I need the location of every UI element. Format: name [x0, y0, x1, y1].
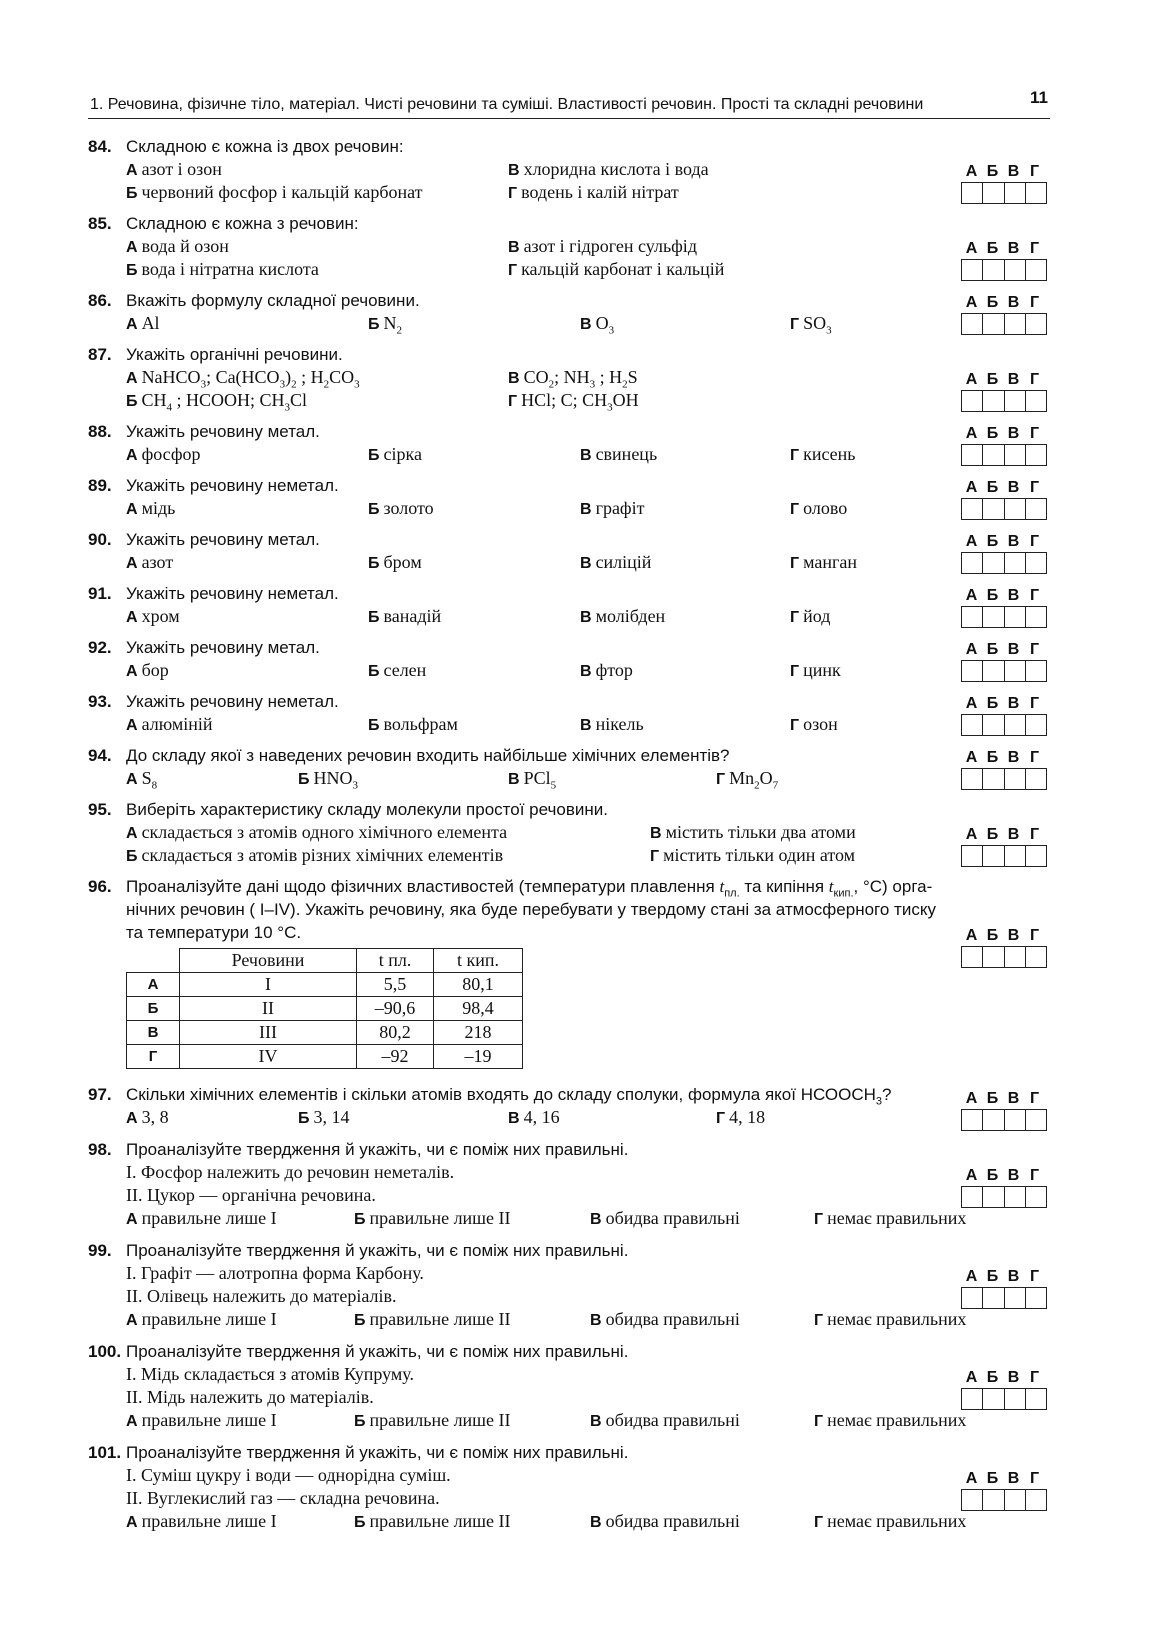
answer-grid: А Б В Г: [961, 1268, 1047, 1309]
table-cell: 5,5: [357, 973, 434, 997]
question-number: 89.: [88, 476, 112, 495]
option-b: Б правильне лише II: [354, 1410, 511, 1430]
answer-grid: А Б В Г: [961, 1369, 1047, 1410]
answer-box[interactable]: [1026, 607, 1046, 627]
answer-box[interactable]: [1005, 715, 1026, 735]
option-a: А бор: [126, 660, 169, 680]
answer-box[interactable]: [1005, 661, 1026, 681]
answer-box[interactable]: [1005, 260, 1026, 280]
answer-grid: А Б В Г: [961, 294, 1047, 335]
table-header-cell: t кип.: [434, 949, 523, 973]
answer-box[interactable]: [1005, 445, 1026, 465]
answer-box[interactable]: [962, 715, 983, 735]
option-g: Г кальцій карбонат і кальцій: [508, 259, 725, 279]
question-text: Складною є кожна із двох речовин:: [126, 137, 404, 156]
option-b: Б ванадій: [368, 606, 442, 626]
table-cell: II: [180, 997, 357, 1021]
answer-box[interactable]: [1005, 391, 1026, 411]
data-table: [126, 948, 523, 1069]
table-header-cell: t пл.: [357, 949, 434, 973]
answer-box[interactable]: [962, 553, 983, 573]
answer-box[interactable]: [1026, 769, 1046, 789]
option-a: А хром: [126, 606, 180, 626]
answer-box[interactable]: [1026, 661, 1046, 681]
answer-box[interactable]: [1005, 1288, 1026, 1308]
answer-grid: А Б В Г: [961, 749, 1047, 790]
question-text: До складу якої з наведених речовин входить найбільше хімічних елементів?: [126, 746, 730, 765]
answer-box[interactable]: [983, 183, 1004, 203]
option-v: В $O_3$: [580, 313, 615, 337]
answer-box[interactable]: [1005, 1187, 1026, 1207]
table-row: [127, 997, 523, 1021]
option-a: А правильне лише I: [126, 1309, 277, 1329]
question-number: 85.: [88, 214, 112, 233]
answer-box[interactable]: [1005, 947, 1026, 967]
answer-box[interactable]: [983, 314, 1004, 334]
question-number: 84.: [88, 137, 112, 156]
table-cell: III: [180, 1021, 357, 1045]
answer-box[interactable]: [1026, 1288, 1046, 1308]
option-b: Б $N_2$: [368, 313, 402, 337]
option-b: Б сірка: [368, 444, 422, 464]
answer-grid: А Б В Г: [961, 695, 1047, 736]
answer-box[interactable]: [962, 183, 983, 203]
answer-box[interactable]: [1026, 1490, 1046, 1510]
option-b: Б вольфрам: [368, 714, 458, 734]
option-g: Г немає правильних: [814, 1309, 967, 1329]
option-g: Г немає правильних: [814, 1410, 967, 1430]
question-text: Проаналізуйте твердження й укажіть, чи є поміж них правильні.: [126, 1443, 629, 1462]
answer-box[interactable]: [962, 260, 983, 280]
answer-box[interactable]: [1005, 1110, 1026, 1130]
question-number: 101.: [88, 1443, 122, 1462]
question-text: Скільки хімічних елементів і скільки атомів входять до складу сполуки, формула якої $НСООСН_3$?: [126, 1085, 892, 1108]
answer-box[interactable]: [962, 1490, 983, 1510]
option-b: Б селен: [368, 660, 427, 680]
question-number: 86.: [88, 291, 112, 310]
statement-1: I. Графіт — алотропна форма Карбону.: [126, 1263, 424, 1283]
option-b: Б правильне лише II: [354, 1511, 511, 1531]
answer-grid: А Б В Г: [961, 1470, 1047, 1511]
answer-box[interactable]: [1005, 1490, 1026, 1510]
question-number: 87.: [88, 345, 112, 364]
option-g: Г немає правильних: [814, 1511, 967, 1531]
answer-box[interactable]: [983, 769, 1004, 789]
question-number: 94.: [88, 746, 112, 765]
answer-box[interactable]: [1026, 1389, 1046, 1409]
question-number: 91.: [88, 584, 112, 603]
option-a: А вода й озон: [126, 236, 229, 256]
option-g: Г водень і калій нітрат: [508, 182, 679, 202]
option-v: В PCl$_5$: [508, 768, 557, 792]
table-cell: 80,2: [357, 1021, 434, 1045]
answer-box[interactable]: [1005, 183, 1026, 203]
option-b: Б складається з атомів різних хімічних елементів: [126, 845, 504, 865]
answer-box[interactable]: [962, 445, 983, 465]
question-text: Проаналізуйте твердження й укажіть, чи є поміж них правильні.: [126, 1140, 629, 1159]
statement-1: I. Суміш цукру і води — однорідна суміш.: [126, 1465, 451, 1485]
answer-box[interactable]: [962, 1288, 983, 1308]
option-b: Б $HNO_3$: [298, 768, 358, 792]
option-g: Г йод: [790, 606, 831, 626]
option-v: В молібден: [580, 606, 666, 626]
question-number: 95.: [88, 800, 112, 819]
question-text: Укажіть речовину неметал.: [126, 584, 339, 603]
question-number: 99.: [88, 1241, 112, 1260]
question-text: Укажіть речовину неметал.: [126, 692, 339, 711]
answer-box[interactable]: [1005, 553, 1026, 573]
option-a: А правильне лише I: [126, 1511, 277, 1531]
option-a: А фосфор: [126, 444, 201, 464]
option-b: Б вода і нітратна кислота: [126, 259, 319, 279]
option-a: А азот і озон: [126, 159, 222, 179]
answer-grid: А Б В Г: [961, 240, 1047, 281]
option-g: Г $SO_3$: [790, 313, 832, 337]
option-g: Г 4, 18: [716, 1107, 766, 1127]
question-text: Виберіть характеристику складу молекули простої речовини.: [126, 800, 608, 819]
answer-box[interactable]: [1005, 769, 1026, 789]
question-number: 88.: [88, 422, 112, 441]
option-g: Г немає правильних: [814, 1208, 967, 1228]
answer-grid: А Б В Г: [961, 533, 1047, 574]
question-number: 90.: [88, 530, 112, 549]
option-v: В $CO_2$; $NH_3$ ; $H_2S$: [508, 367, 638, 391]
answer-box[interactable]: [983, 947, 1004, 967]
answer-box[interactable]: [983, 445, 1004, 465]
answer-box[interactable]: [962, 1110, 983, 1130]
answer-box[interactable]: [1005, 846, 1026, 866]
answer-box[interactable]: [1005, 499, 1026, 519]
statement-1: I. Фосфор належить до речовин неметалів.: [126, 1162, 455, 1182]
answer-grid: А Б В Г: [961, 641, 1047, 682]
option-v: В хлоридна кислота і вода: [508, 159, 709, 179]
table-cell: 80,1: [434, 973, 523, 997]
answer-box[interactable]: [983, 260, 1004, 280]
answer-box[interactable]: [983, 391, 1004, 411]
option-v: В 4, 16: [508, 1107, 560, 1127]
option-b: Б бром: [368, 552, 422, 572]
option-a: А мідь: [126, 498, 176, 518]
page-number: 11: [1030, 88, 1048, 107]
option-a: А Al: [126, 313, 160, 333]
answer-box[interactable]: [983, 1389, 1004, 1409]
answer-box[interactable]: [1026, 715, 1046, 735]
option-g: Г $Mn_2O_7$: [716, 768, 779, 792]
option-a: А алюміній: [126, 714, 213, 734]
question-text-line2: нічних речовин ( I–IV). Укажіть речовину, яка буде перебувати у твердому стані за атмосферного тиску: [126, 900, 936, 919]
table-row: [127, 1021, 523, 1045]
answer-box[interactable]: [1026, 260, 1046, 280]
answer-box[interactable]: [962, 391, 983, 411]
answer-box[interactable]: [1026, 553, 1046, 573]
question-text: Проаналізуйте твердження й укажіть, чи є поміж них правильні.: [126, 1241, 629, 1260]
answer-box[interactable]: [983, 846, 1004, 866]
option-b: Б 3, 14: [298, 1107, 350, 1127]
answer-grid: А Б В Г: [961, 163, 1047, 204]
option-g: Г озон: [790, 714, 838, 734]
option-v: В обидва правильні: [590, 1208, 740, 1228]
answer-box[interactable]: [1026, 1110, 1046, 1130]
option-a: А правильне лише I: [126, 1410, 277, 1430]
header-title: 1. Речовина, фізичне тіло, матеріал. Чисті речовини та суміші. Властивості речовин. Прості та складні речовини: [90, 96, 924, 113]
option-g: Г HCl; C; $CH_3OH$: [508, 390, 639, 414]
option-v: В обидва правильні: [590, 1511, 740, 1531]
option-v: В нікель: [580, 714, 644, 734]
statement-2: II. Цукор — органічна речовина.: [126, 1185, 376, 1205]
table-header-cell: Речовини: [180, 949, 357, 973]
question-number: 100.: [88, 1342, 122, 1361]
answer-box[interactable]: [983, 1110, 1004, 1130]
option-a: А правильне лише I: [126, 1208, 277, 1228]
answer-grid: А Б В Г: [961, 1167, 1047, 1208]
answer-box[interactable]: [1005, 314, 1026, 334]
answer-grid: А Б В Г: [961, 371, 1047, 412]
option-a: А NaHCO$_3$; $Ca(HCO_3)_2$ ; $H_2CO_3$: [126, 367, 360, 391]
option-g: Г кисень: [790, 444, 856, 464]
answer-box[interactable]: [962, 1389, 983, 1409]
option-a: А 3, 8: [126, 1107, 169, 1127]
question-number: 97.: [88, 1085, 112, 1104]
answer-grid: А Б В Г: [961, 587, 1047, 628]
answer-box[interactable]: [983, 1288, 1004, 1308]
question-text: Укажіть речовину неметал.: [126, 476, 339, 495]
answer-box[interactable]: [983, 661, 1004, 681]
option-b: Б червоний фосфор і кальцій карбонат: [126, 182, 423, 202]
statement-2: II. Мідь належить до матеріалів.: [126, 1387, 374, 1407]
table-cell: 218: [434, 1021, 523, 1045]
question-text-line1: Проаналізуйте дані щодо фізичних властивостей (температури плавлення $t_{пл.}$ та кипіння $t_{кип.}$, °С) орга-: [126, 877, 933, 900]
option-v: В обидва правильні: [590, 1410, 740, 1430]
option-b: Б $CH_4$ ; HCOOH; $CH_3Cl$: [126, 390, 308, 414]
answer-box[interactable]: [983, 715, 1004, 735]
answer-box[interactable]: [983, 499, 1004, 519]
option-a: А $S_8$: [126, 768, 158, 792]
answer-grid: А Б В Г: [961, 826, 1047, 867]
option-g: Г цинк: [790, 660, 841, 680]
question-number: 93.: [88, 692, 112, 711]
table-cell: Г: [127, 1045, 180, 1069]
question-text: Вкажіть формулу складної речовини.: [126, 291, 420, 310]
question-text: Укажіть речовину метал.: [126, 530, 320, 549]
option-b: Б правильне лише II: [354, 1309, 511, 1329]
answer-grid: А Б В Г: [961, 425, 1047, 466]
option-v: В містить тільки два атоми: [650, 822, 856, 842]
statement-2: II. Вуглекислий газ — складна речовина.: [126, 1488, 440, 1508]
answer-box[interactable]: [1026, 846, 1046, 866]
option-a: А азот: [126, 552, 174, 572]
question-text-line3: та температури 10 °С.: [126, 923, 302, 942]
answer-box[interactable]: [983, 1187, 1004, 1207]
answer-box[interactable]: [962, 1187, 983, 1207]
option-v: В фтор: [580, 660, 633, 680]
table-cell: В: [127, 1021, 180, 1045]
option-b: Б золото: [368, 498, 434, 518]
option-g: Г олово: [790, 498, 848, 518]
answer-box[interactable]: [962, 607, 983, 627]
option-a: А складається з атомів одного хімічного елемента: [126, 822, 508, 842]
table-cell: –90,6: [357, 997, 434, 1021]
answer-box[interactable]: [983, 607, 1004, 627]
answer-box[interactable]: [962, 499, 983, 519]
table-row: [127, 973, 523, 997]
answer-box[interactable]: [1005, 607, 1026, 627]
statement-1: I. Мідь складається з атомів Купруму.: [126, 1364, 414, 1384]
answer-box[interactable]: [962, 769, 983, 789]
answer-box[interactable]: [1026, 1187, 1046, 1207]
question-number: 98.: [88, 1140, 112, 1159]
table-cell: IV: [180, 1045, 357, 1069]
answer-box[interactable]: [1026, 947, 1046, 967]
running-header: [88, 88, 1050, 119]
table-cell: –19: [434, 1045, 523, 1069]
answer-box[interactable]: [1026, 183, 1046, 203]
answer-box[interactable]: [1026, 499, 1046, 519]
option-b: Б правильне лише II: [354, 1208, 511, 1228]
answer-box[interactable]: [962, 947, 983, 967]
option-v: В графіт: [580, 498, 645, 518]
answer-box[interactable]: [1026, 445, 1046, 465]
answer-box[interactable]: [962, 314, 983, 334]
answer-box[interactable]: [962, 661, 983, 681]
option-v: В свинець: [580, 444, 658, 464]
table-cell: 98,4: [434, 997, 523, 1021]
table-row: [127, 1045, 523, 1069]
answer-box[interactable]: [1005, 1389, 1026, 1409]
question-text: Укажіть речовину метал.: [126, 638, 320, 657]
answer-grid: А Б В Г: [961, 479, 1047, 520]
option-v: В обидва правильні: [590, 1309, 740, 1329]
table-header-row: [127, 949, 523, 973]
table-cell: Б: [127, 997, 180, 1021]
question-number: 96.: [88, 877, 112, 896]
question-text: Укажіть речовину метал.: [126, 422, 320, 441]
table-cell: А: [127, 973, 180, 997]
answer-box[interactable]: [983, 1490, 1004, 1510]
option-v: В силіцій: [580, 552, 652, 572]
statement-2: II. Олівець належить до матеріалів.: [126, 1286, 397, 1306]
answer-grid: А Б В Г: [961, 927, 1047, 968]
table-cell: –92: [357, 1045, 434, 1069]
option-v: В азот і гідроген сульфід: [508, 236, 697, 256]
question-text: Укажіть органічні речовини.: [126, 345, 343, 364]
answer-box[interactable]: [1026, 314, 1046, 334]
option-g: Г містить тільки один атом: [650, 845, 856, 865]
answer-grid: А Б В Г: [961, 1090, 1047, 1131]
question-text: Проаналізуйте твердження й укажіть, чи є поміж них правильні.: [126, 1342, 629, 1361]
answer-box[interactable]: [962, 846, 983, 866]
table-cell: I: [180, 973, 357, 997]
option-g: Г манган: [790, 552, 857, 572]
question-text: Складною є кожна з речовин:: [126, 214, 359, 233]
answer-box[interactable]: [983, 553, 1004, 573]
answer-box[interactable]: [1026, 391, 1046, 411]
question-number: 92.: [88, 638, 112, 657]
